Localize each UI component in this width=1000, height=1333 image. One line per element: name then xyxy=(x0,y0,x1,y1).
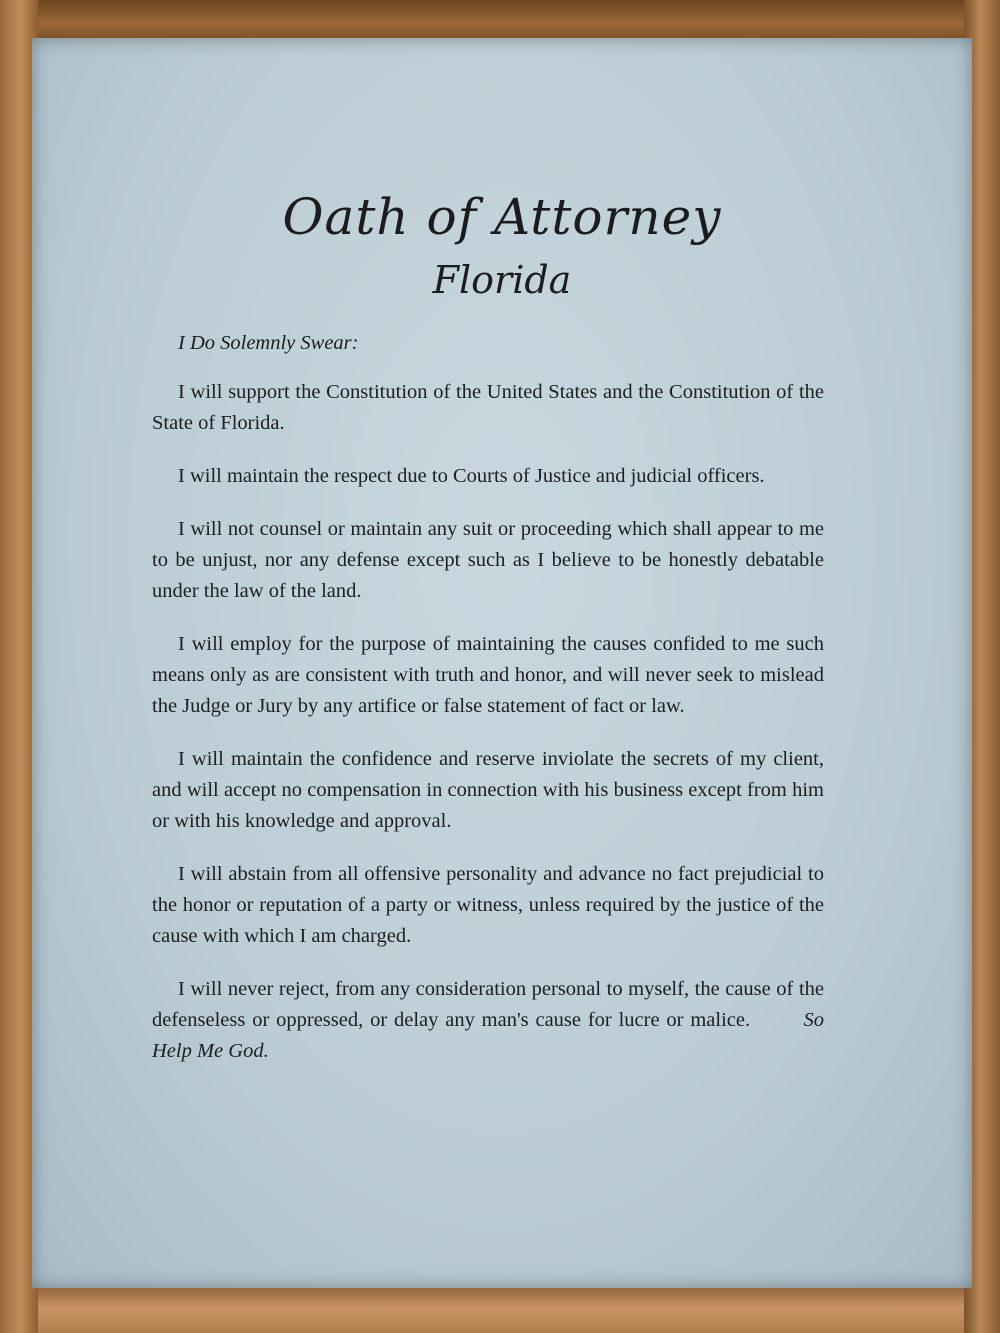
oath-paragraph: I will support the Constitution of the United States and the Constitution of the State of Florida. xyxy=(152,381,824,434)
oath-paragraph: I will employ for the purpose of maintaining the causes confided to me such means only as are consistent with truth and honor, and will never seek to mislead the Judge or Jury by any artifice or false statement of fact or law. xyxy=(152,633,824,717)
document-subtitle: Florida xyxy=(432,258,572,302)
document-title: Oath of Attorney xyxy=(282,188,722,246)
oath-intro: I Do Solemnly Swear: xyxy=(178,332,359,354)
frame-bottom-edge xyxy=(0,1285,1000,1333)
oath-paragraph: I will maintain the confidence and reserve inviolate the secrets of my client, and will accept no compensation in connection with his business except from him or with his knowledge and approval. xyxy=(152,748,824,832)
oath-document xyxy=(32,38,972,1288)
oath-paragraph-text: I will never reject, from any consideration personal to myself, the cause of the defenseless or oppressed, or delay any man's cause for lucre or malice. xyxy=(152,978,824,1031)
frame-top-edge xyxy=(0,0,1000,40)
oath-closing: So Help Me God. xyxy=(152,1009,824,1062)
oath-paragraph: I will not counsel or maintain any suit or proceeding which shall appear to me to be unjust, nor any defense except such as I believe to be honestly debatable under the law of the land. xyxy=(152,518,824,602)
oath-paragraph-last xyxy=(152,974,824,1067)
oath-body xyxy=(152,328,824,1089)
oath-paragraph: I will maintain the respect due to Courts of Justice and judicial officers. xyxy=(178,465,765,487)
oath-paragraph: I will abstain from all offensive personality and advance no fact prejudicial to the honor or reputation of a party or witness, unless required by the justice of the cause with which I am charged. xyxy=(152,863,824,947)
